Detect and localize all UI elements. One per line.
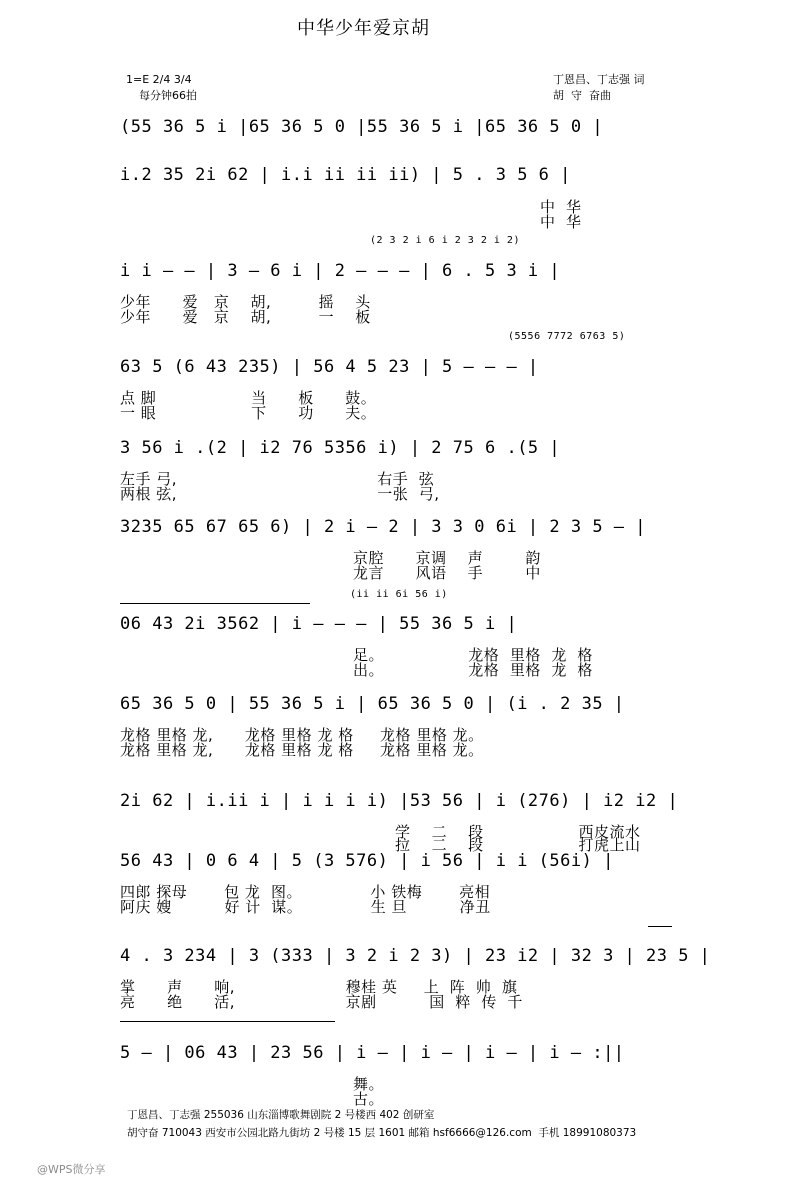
staff-line-2: i.2 35 2i 62 | i.i ii ii ii) | 5 . 3 5 6 | <box>120 165 571 185</box>
staff-line-4: 63 5 (6 43 235) | 56 4 5 23 | 5 — — — | <box>120 357 539 377</box>
staff-line-4-ornament: (5556 7772 6763 5) <box>508 331 626 342</box>
staff-line-9: 2i 62 | i.ii i | i i i i) |53 56 | i (276) | i2 i2 | <box>120 791 679 811</box>
staff-line-10: 56 43 | 0 6 4 | 5 (3 576) | i 56 | i i (56i) | <box>120 851 614 871</box>
staff-line-12: 5 — | 06 43 | 23 56 | i — | i — | i — | i — :|| <box>120 1043 625 1063</box>
wps-watermark: @WPS微分享 <box>37 1163 106 1176</box>
lyric-row-9a: 四郎 探母 包 龙 图。 小 铁梅 亮相 <box>120 883 491 901</box>
lyric-row-2a: 少年 爱 京 胡, 摇 头 <box>120 293 371 311</box>
key-signature: 1=E 2/4 3/4 <box>126 73 192 86</box>
footer-line-2: 胡守奋 710043 西安市公园北路九街坊 2 号楼 15 层 1601 邮箱 hsf6666@126.com 手机 18991080373 <box>127 1127 637 1139</box>
composer-credit: 胡 守 奋曲 <box>553 89 611 102</box>
lyric-row-8a: 学 二 段 西皮流水 <box>395 823 641 841</box>
staff-line-1: (55 36 5 i |65 36 5 0 |55 36 5 i |65 36 5 0 | <box>120 117 604 137</box>
slur-line <box>120 1021 335 1022</box>
lyric-row-1b: 中 华 <box>540 213 582 231</box>
lyric-row-3a: 点 脚 当 板 鼓。 <box>120 389 377 407</box>
lyric-row-11b: 古。 <box>353 1090 385 1108</box>
footer-line-1: 丁恩昌、丁志强 255036 山东淄博歌舞剧院 2 号楼西 402 创研室 <box>127 1109 435 1121</box>
lyric-row-5a: 京腔 京调 声 韵 <box>353 549 541 567</box>
lyric-row-1a: 中 华 <box>540 198 582 216</box>
lyric-row-9b: 阿庆 嫂 好 计 谋。 生 旦 净丑 <box>120 898 491 916</box>
lyric-row-6b: 出。 龙格 里格 龙 格 <box>353 661 593 679</box>
lyric-row-3b: 一 眼 下 功 夫。 <box>120 404 377 422</box>
lyric-row-5b: 龙言 风语 手 中 <box>353 564 541 582</box>
staff-line-3: i i — — | 3 — 6 i | 2 — — — | 6 . 5 3 i | <box>120 261 561 281</box>
staff-line-6: 3235 65 67 65 6) | 2 i — 2 | 3 3 0 6i | 2 3 5 — | <box>120 517 647 537</box>
lyric-row-4b: 两根 弦, 一张 弓, <box>120 485 440 503</box>
lyric-row-7a: 龙格 里格 龙, 龙格 里格 龙 格 龙格 里格 龙。 <box>120 726 484 744</box>
lyric-row-10a: 掌 声 响, 穆桂 英 上 阵 帅 旗 <box>120 978 518 996</box>
slur-line <box>120 603 310 604</box>
slur-line <box>648 926 672 927</box>
lyric-row-7b: 龙格 里格 龙, 龙格 里格 龙 格 龙格 里格 龙。 <box>120 741 484 759</box>
staff-line-3-ornament: (2 3 2 i 6 i 2 3 2 i 2) <box>370 235 520 246</box>
staff-line-11: 4 . 3 234 | 3 (333 | 3 2 i 2 3) | 23 i2 | 32 3 | 23 5 | <box>120 946 711 966</box>
lyric-row-6a: 足。 龙格 里格 龙 格 <box>353 646 593 664</box>
staff-line-7: 06 43 2i 3562 | i — — — | 55 36 5 i | <box>120 614 518 634</box>
lyric-row-2b: 少年 爱 京 胡, 一 板 <box>120 308 371 326</box>
staff-line-5: 3 56 i .(2 | i2 76 5356 i) | 2 75 6 .(5 | <box>120 438 561 458</box>
lyric-row-4a: 左手 弓, 右手 弦 <box>120 470 435 488</box>
lyric-row-11a: 舞。 <box>353 1075 385 1093</box>
page-title: 中华少年爱京胡 <box>297 18 430 39</box>
lyricist-credit: 丁恩昌、丁志强 词 <box>553 73 645 86</box>
staff-line-7-ornament: (ii ii 6i 56 i) <box>350 589 448 600</box>
tempo-marking: 每分钟66拍 <box>139 89 197 102</box>
lyric-row-10b: 亮 绝 活, 京剧 国 粹 传 千 <box>120 993 523 1011</box>
lyric-row-8b: 拉 二 段 打虎上山 <box>395 836 641 854</box>
staff-line-8: 65 36 5 0 | 55 36 5 i | 65 36 5 0 | (i . 2 35 | <box>120 694 625 714</box>
